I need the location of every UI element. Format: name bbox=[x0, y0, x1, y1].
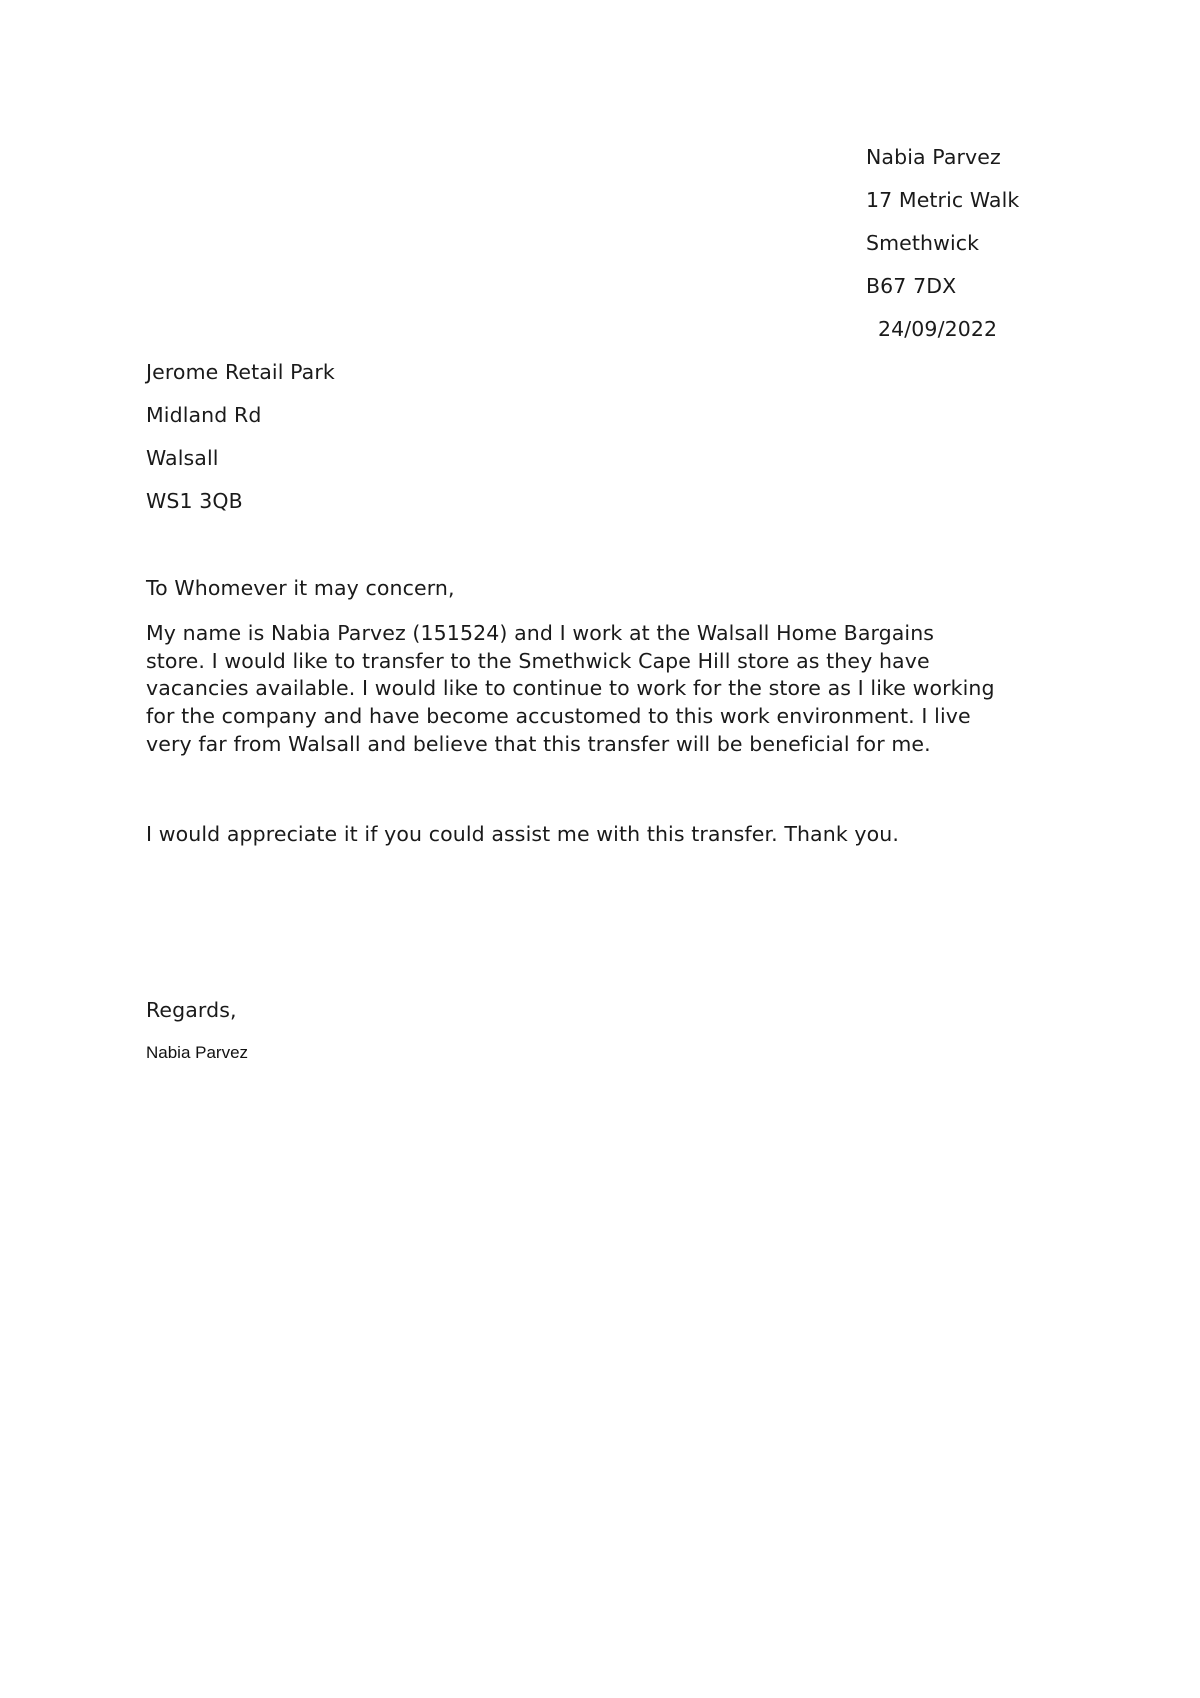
recipient-town: Walsall bbox=[146, 446, 219, 470]
sender-postcode: B67 7DX bbox=[866, 274, 957, 298]
sender-street: 17 Metric Walk bbox=[866, 188, 1020, 212]
recipient-postcode: WS1 3QB bbox=[146, 489, 243, 513]
body-line: very far from Walsall and believe that this transfer will be beneficial for me. bbox=[146, 731, 931, 756]
body-line: My name is Nabia Parvez (151524) and I work at the Walsall Home Bargains bbox=[146, 621, 935, 645]
body-line: for the company and have become accustomed to this work environment. I live bbox=[146, 704, 971, 729]
letter-date: 24/09/2022 bbox=[878, 317, 998, 341]
signature-name: Nabia Parvez bbox=[146, 1043, 249, 1062]
body-line: vacancies available. I would like to continue to work for the store as I like working bbox=[146, 676, 995, 701]
sender-name: Nabia Parvez bbox=[866, 145, 1001, 169]
recipient-street: Midland Rd bbox=[146, 403, 262, 427]
body-paragraph bbox=[146, 620, 1076, 759]
sign-off: Regards, bbox=[146, 998, 237, 1022]
body-line: store. I would like to transfer to the Smethwick Cape Hill store as they have bbox=[146, 648, 930, 673]
salutation: To Whomever it may concern, bbox=[146, 576, 455, 600]
sender-town: Smethwick bbox=[866, 231, 980, 255]
closing-request: I would appreciate it if you could assist me with this transfer. Thank you. bbox=[146, 822, 899, 846]
recipient-organisation: Jerome Retail Park bbox=[146, 360, 335, 384]
